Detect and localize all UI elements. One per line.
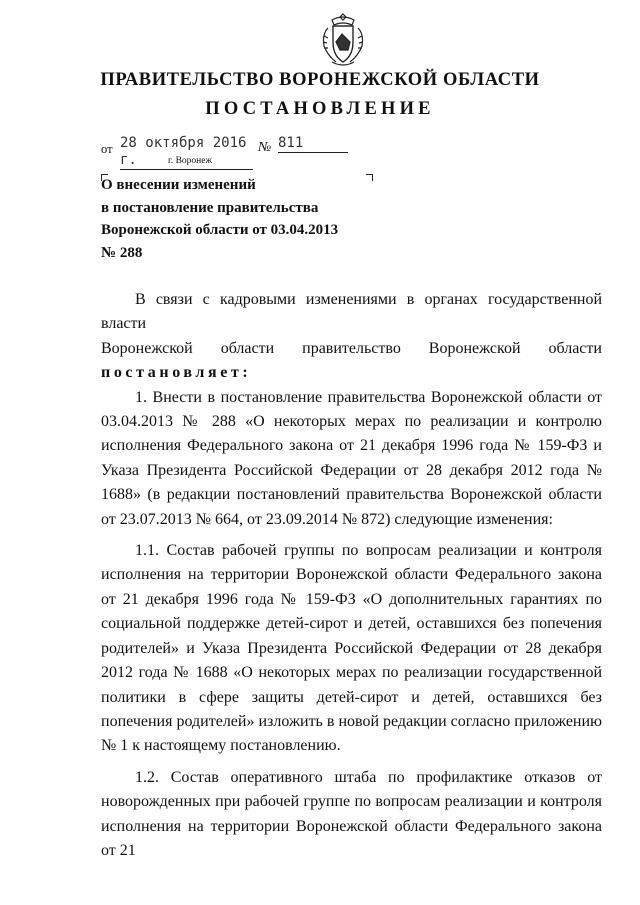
- intro-word: Воронежской: [101, 339, 193, 357]
- decree-number: 811: [278, 135, 348, 153]
- city: г. Воронеж: [168, 156, 213, 166]
- date-prefix: от: [101, 142, 113, 156]
- document-body: [101, 288, 602, 863]
- decree-date: 28 октября 2016 г.: [120, 135, 253, 170]
- intro-paragraph: В связи с кадровыми изменениями в органах государственной власти: [101, 291, 602, 333]
- paragraph-1-1: 1.1. Состав рабочей группы по вопросам реализации и контроля исполнения на территории Воронежской области Федерального закона от 21 декабря 1996 года № 159-ФЗ «О дополнительных гарантиях по социальной поддержке детей-сирот и детей, оставшихся без попечения родителей» и Указа Президента Российской Федерации от 28 декабря 2012 года № 1688 «О некоторых мерах по реализации государственной политики в сфере защиты детей-сирот и детей, оставшихся без попечения родителей» изложить в новой редакции согласно приложению № 1 к настоящему постановлению.: [101, 542, 602, 755]
- document-type: ПОСТАНОВЛЕНИЕ: [205, 99, 435, 119]
- number-label: №: [258, 140, 272, 155]
- resolves-word: постановляет:: [101, 364, 252, 382]
- government-name: ПРАВИТЕЛЬСТВО ВОРОНЕЖСКОЙ ОБЛАСТИ: [100, 70, 540, 90]
- coat-of-arms-icon: [318, 12, 368, 68]
- subject-title: [101, 174, 338, 264]
- intro-continuation: [101, 337, 602, 361]
- paragraph-1: 1. Внести в постановление правительства Воронежской области от 03.04.2013 № 288 «О некоторых мерах по реализации и контролю исполнения Федерального закона от 21 декабря 1996 года № 159-ФЗ и Указа Президента Российской Федерации от 28 декабря 2012 года № 1688» (в редакции постановлений правительства Воронежской области от 23.07.2013 № 664, от 23.09.2014 № 872) следующие изменения:: [101, 388, 602, 528]
- intro-word: правительство: [302, 339, 401, 357]
- intro-word: области: [548, 339, 602, 357]
- subject-line: О внесении изменений: [101, 177, 256, 193]
- subject-line: Воронежской области от 03.04.2013: [101, 222, 339, 238]
- subject-line: № 288: [101, 244, 143, 261]
- paragraph-1-2: 1.2. Состав оперативного штаба по профилактике отказов от новорожденных при рабочей группе по вопросам реализации и контроля исполнения на территории Воронежской области Федерального закона от 21: [101, 768, 602, 859]
- intro-word: Воронежской: [428, 339, 521, 357]
- intro-word: области: [220, 339, 275, 357]
- subject-line: в постановление правительства: [101, 199, 319, 216]
- subject-bracket-right: [366, 174, 373, 181]
